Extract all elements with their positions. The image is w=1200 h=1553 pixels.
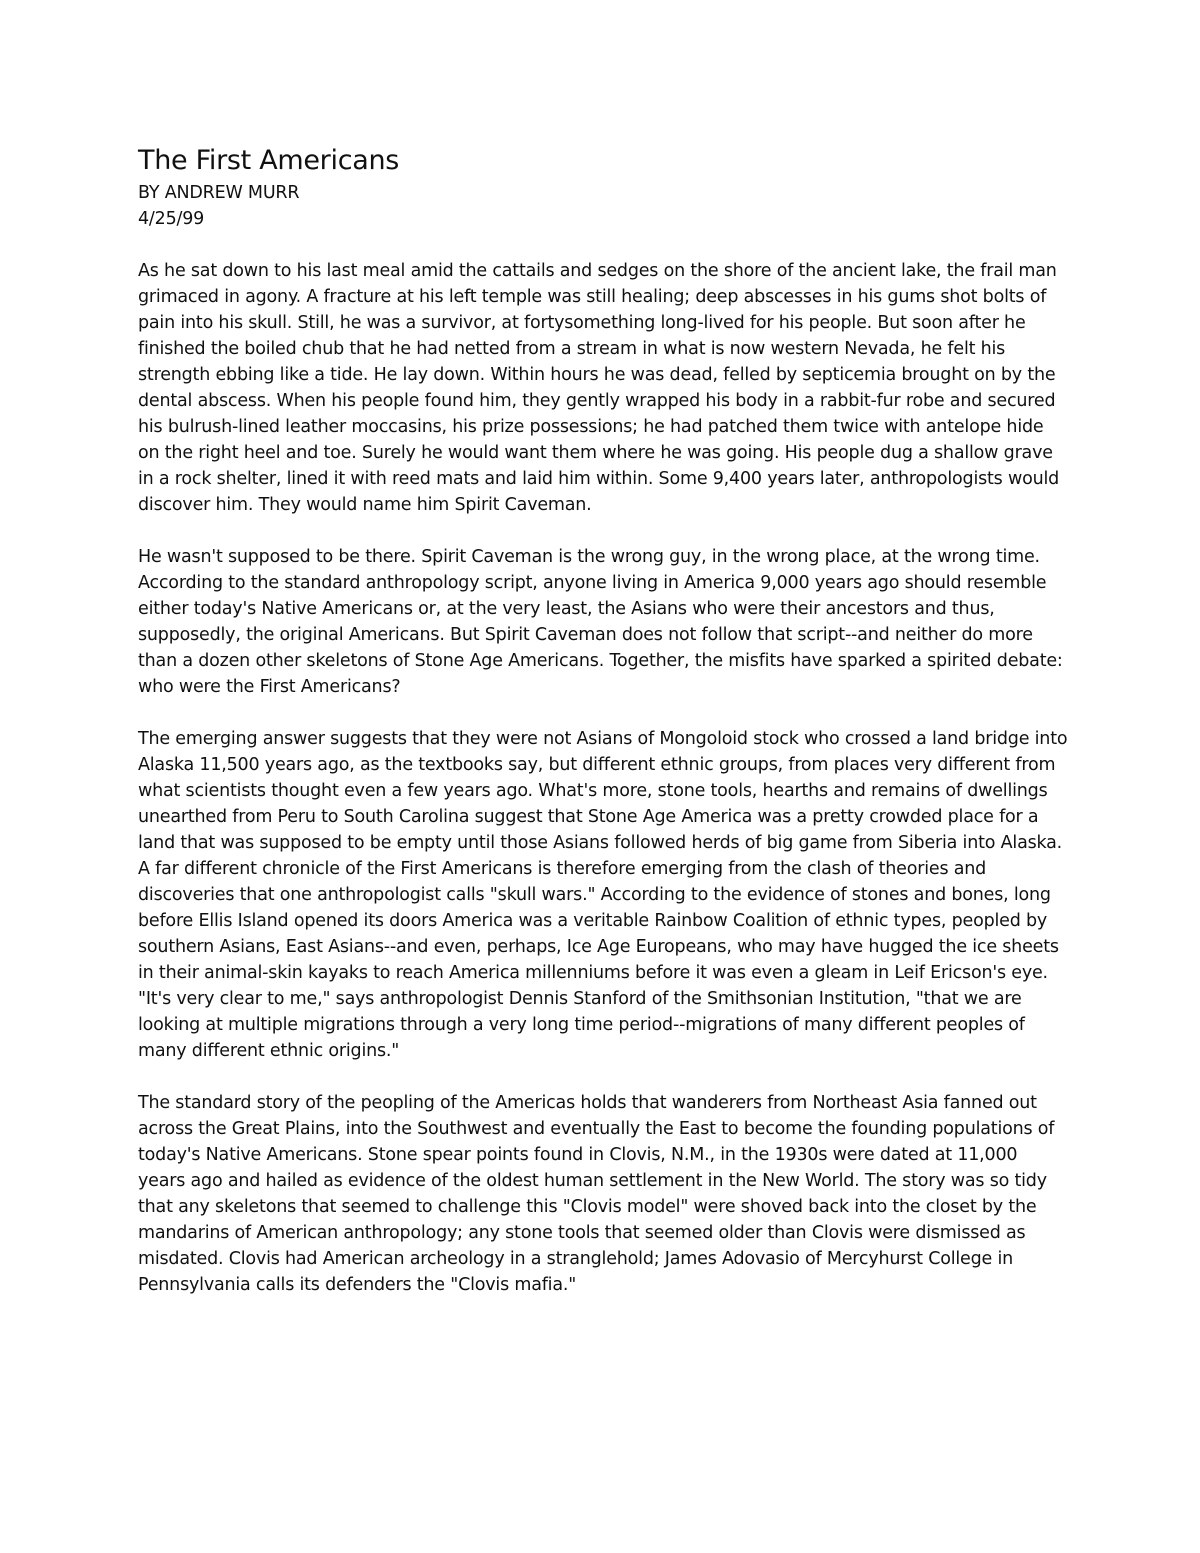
article-title: The First Americans bbox=[138, 145, 400, 176]
paragraph: As he sat down to his last meal amid the cattails and sedges on the shore of the ancient lake, the frail man grimaced in agony. A fracture at his left temple was still healing; deep abscesses in his gums shot bolts of pain into his skull. Still, he was a survivor, at fortysomething long-lived for his people. But soon after he finished the boiled chub that he had netted from a stream in what is now western Nevada, he felt his strength ebbing like a tide. He lay down. Within hours he was dead, felled by septicemia brought on by the dental abscess. When his people found him, they gently wrapped his body in a rabbit-fur robe and secured his bulrush-lined leather moccasins, his prize possessions; he had patched them twice with antelope hide on the right heel and toe. Surely he would want them where he was going. His people dug a shallow grave in a rock shelter, lined it with reed mats and laid him within. Some 9,400 years later, anthropologists would discover him. They would name him Spirit Caveman. bbox=[138, 261, 1060, 515]
article-body bbox=[138, 258, 1068, 1298]
article bbox=[138, 142, 1068, 1324]
paragraph: The emerging answer suggests that they were not Asians of Mongoloid stock who crossed a land bridge into Alaska 11,500 years ago, as the textbooks say, but different ethnic groups, from places very different from what scientists thought even a few years ago. What's more, stone tools, hearths and remains of dwellings unearthed from Peru to South Carolina suggest that Stone Age America was a pretty crowded place for a land that was supposed to be empty until those Asians followed herds of big game from Siberia into Alaska. A far different chronicle of the First Americans is therefore emerging from the clash of theories and discoveries that one anthropologist calls "skull wars." According to the evidence of stones and bones, long before Ellis Island opened its doors America was a veritable Rainbow Coalition of ethnic types, peopled by southern Asians, East Asians--and even, perhaps, Ice Age Europeans, who may have hugged the ice sheets in their animal-skin kayaks to reach America millenniums before it was even a gleam in Leif Ericson's eye. "It's very clear to me," says anthropologist Dennis Stanford of the Smithsonian Institution, "that we are looking at multiple migrations through a very long time period--migrations of many different peoples of many different ethnic origins." bbox=[138, 729, 1068, 1061]
article-byline: BY ANDREW MURR bbox=[138, 183, 300, 203]
paragraph: The standard story of the peopling of the Americas holds that wanderers from Northeast Asia fanned out across the Great Plains, into the Southwest and eventually the East to become the founding populations of today's Native Americans. Stone spear points found in Clovis, N.M., in the 1930s were dated at 11,000 years ago and hailed as evidence of the oldest human settlement in the New World. The story was so tidy that any skeletons that seemed to challenge this "Clovis model" were shoved back into the closet by the mandarins of American anthropology; any stone tools that seemed older than Clovis were dismissed as misdated. Clovis had American archeology in a stranglehold; James Adovasio of Mercyhurst College in Pennsylvania calls its defenders the "Clovis mafia." bbox=[138, 1093, 1055, 1295]
article-date: 4/25/99 bbox=[138, 209, 205, 229]
paragraph: He wasn't supposed to be there. Spirit Caveman is the wrong guy, in the wrong place, at the wrong time. According to the standard anthropology script, anyone living in America 9,000 years ago should resemble either today's Native Americans or, at the very least, the Asians who were their ancestors and thus, supposedly, the original Americans. But Spirit Caveman does not follow that script--and neither do more than a dozen other skeletons of Stone Age Americans. Together, the misfits have sparked a spirited debate: who were the First Americans? bbox=[138, 547, 1063, 697]
